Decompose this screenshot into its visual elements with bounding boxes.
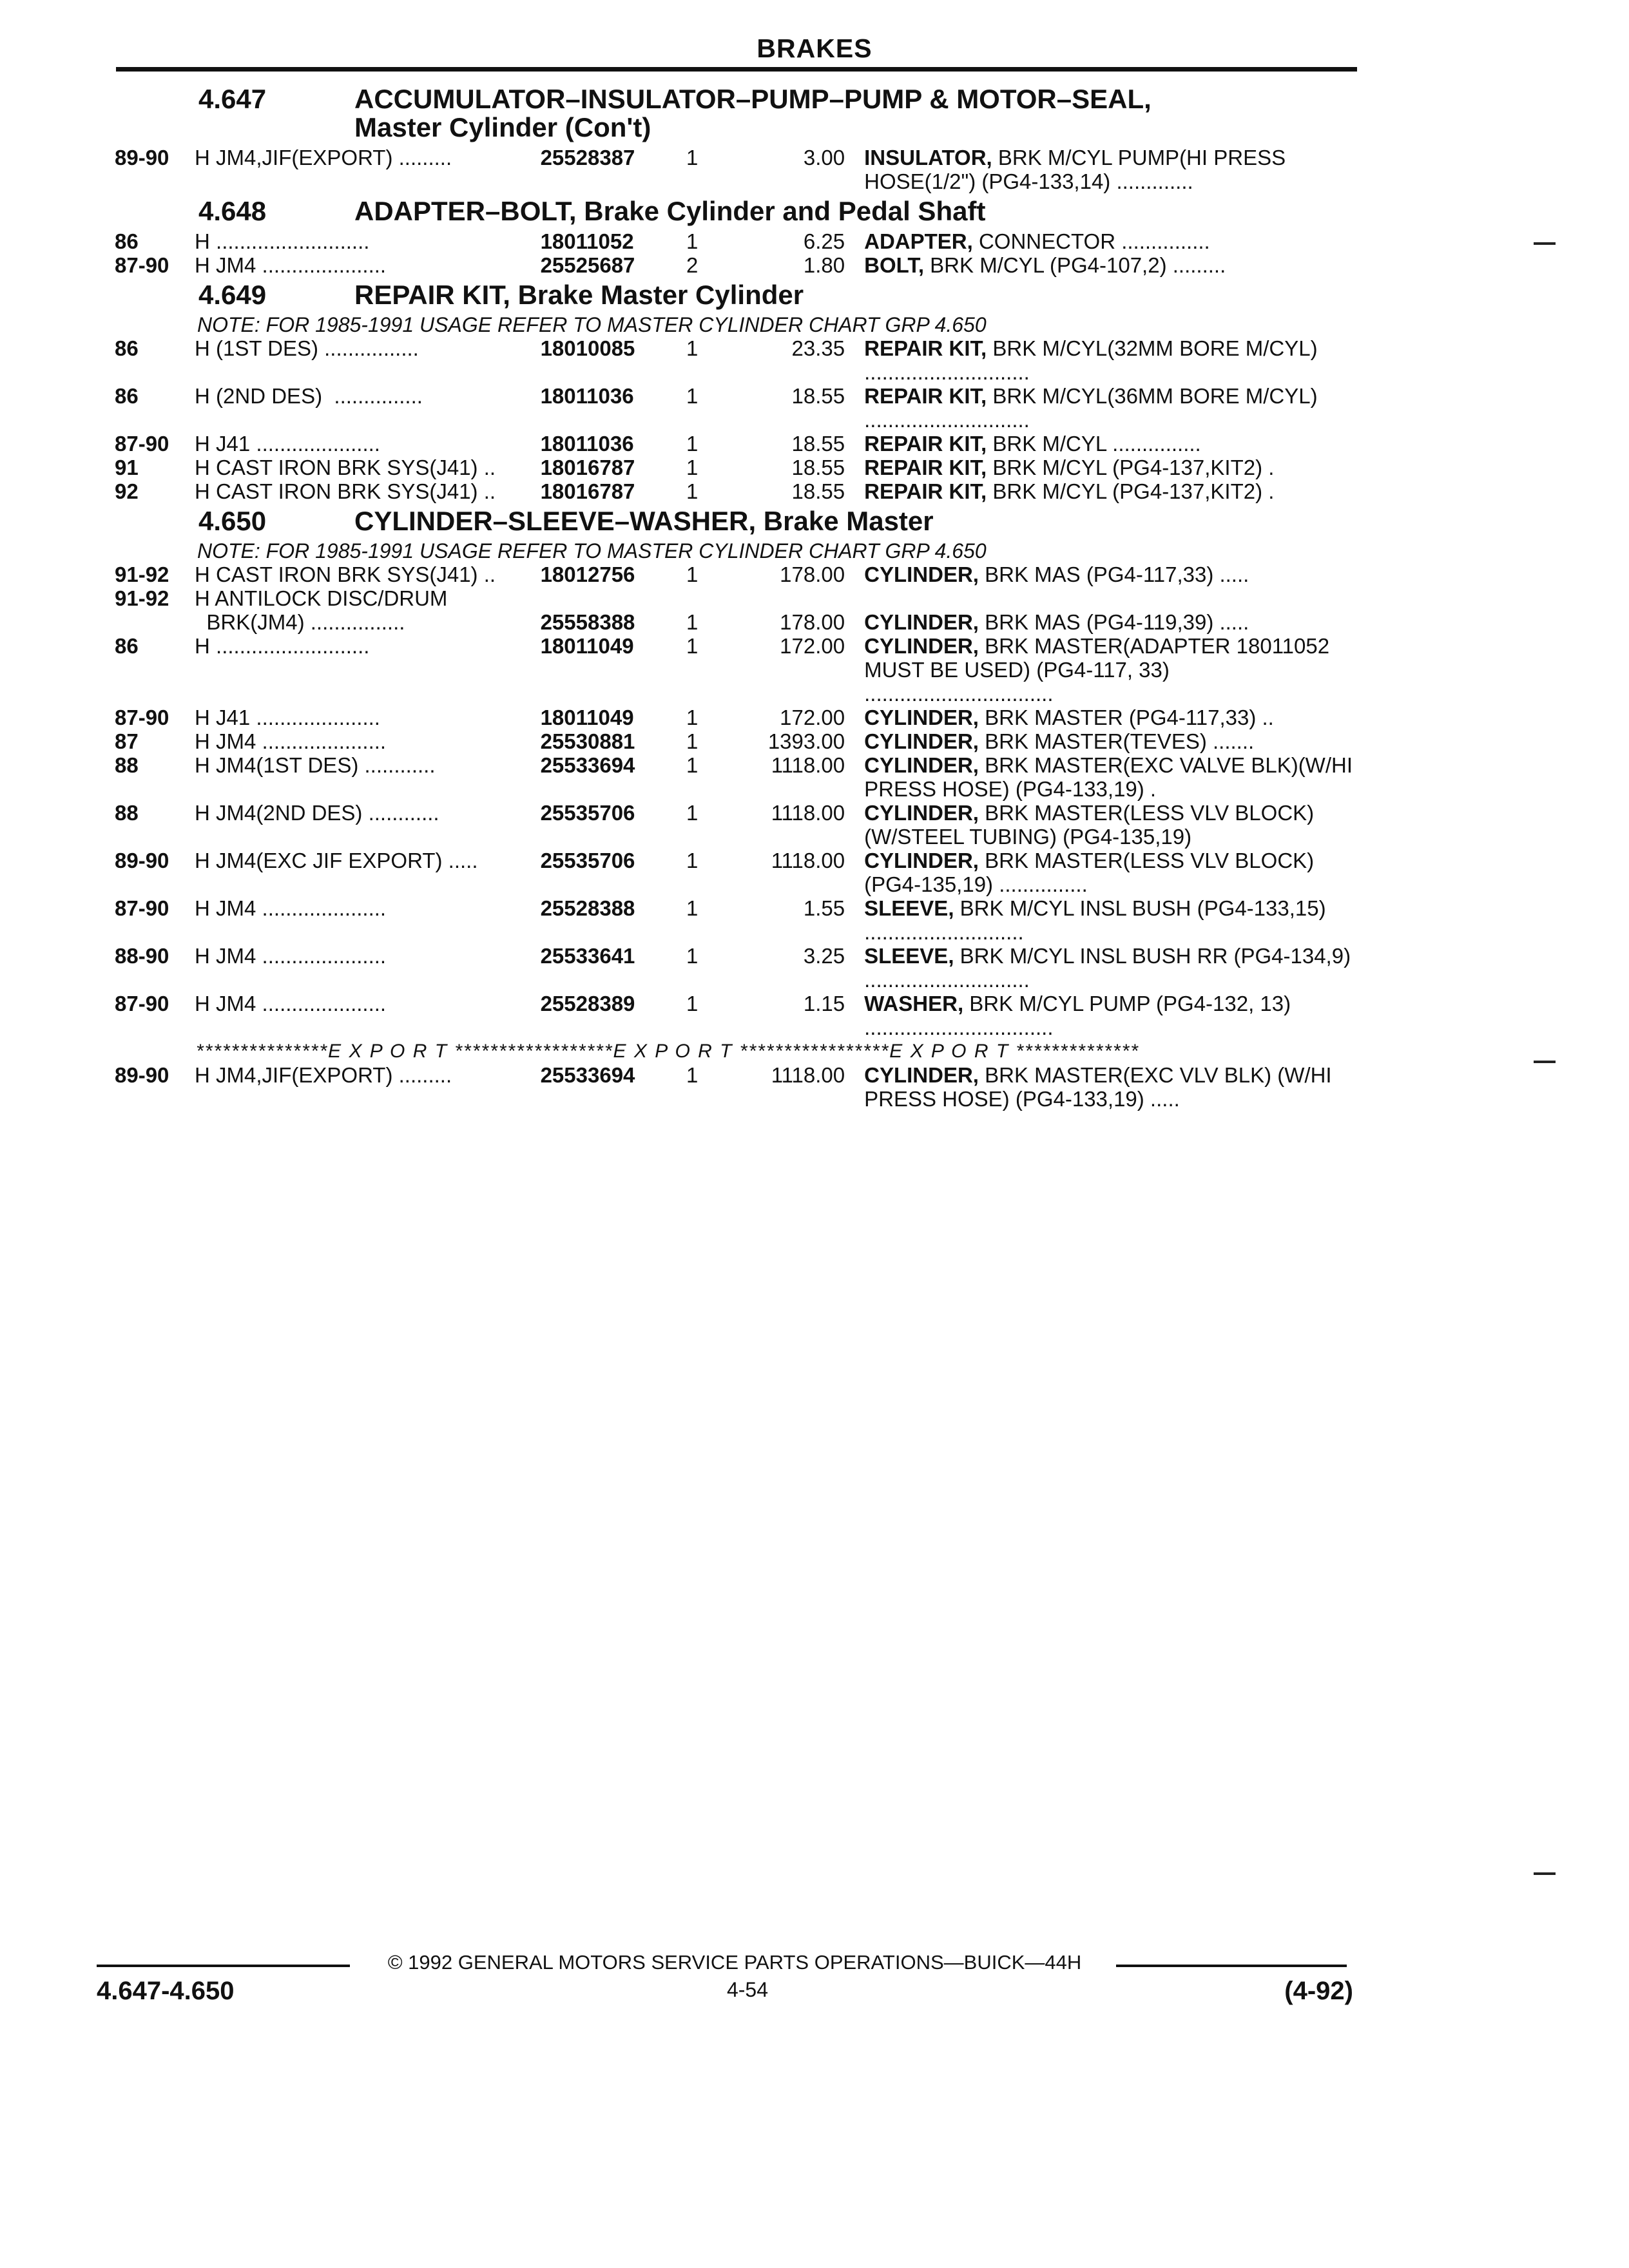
qty-cell: 1 bbox=[686, 896, 699, 920]
margin-tick bbox=[1534, 1061, 1556, 1063]
section-number: 4.647 bbox=[198, 84, 267, 114]
table-row bbox=[115, 562, 1360, 586]
detail-cell: REPAIR KIT, BRK M/CYL(32MM BORE M/CYL) ............................ bbox=[864, 336, 1318, 384]
year-cell: 89-90 bbox=[115, 1063, 169, 1087]
price-cell: 18.55 bbox=[791, 456, 845, 479]
detail-cell: ADAPTER, CONNECTOR ............... bbox=[864, 229, 1210, 253]
price-cell: 18.55 bbox=[791, 384, 845, 408]
detail-cell: REPAIR KIT, BRK M/CYL ............... bbox=[864, 432, 1201, 456]
year-cell: 87-90 bbox=[115, 706, 169, 729]
part-number-cell: 18011049 bbox=[540, 706, 634, 729]
part-number-cell: 18011049 bbox=[540, 634, 634, 658]
year-cell: 88 bbox=[115, 801, 139, 825]
year-cell: 91 bbox=[115, 456, 139, 479]
margin-tick bbox=[1534, 242, 1556, 245]
price-cell: 1118.00 bbox=[771, 1063, 845, 1087]
table-row bbox=[115, 753, 1360, 801]
detail-cell: CYLINDER, BRK MASTER(EXC VLV BLK) (W/HI PRESS HOSE) (PG4-133,19) ..... bbox=[864, 1063, 1332, 1111]
table-row bbox=[115, 586, 1360, 610]
section-number: 4.648 bbox=[198, 196, 267, 226]
qty-cell: 1 bbox=[686, 849, 699, 872]
year-cell: 88-90 bbox=[115, 944, 169, 968]
table-row bbox=[115, 1063, 1360, 1111]
qty-cell: 2 bbox=[686, 253, 699, 277]
table-row bbox=[115, 479, 1360, 503]
part-number-cell: 18011052 bbox=[540, 229, 634, 253]
desc-cell: BRK(JM4) ................ bbox=[195, 610, 405, 634]
desc-cell: H CAST IRON BRK SYS(J41) .. bbox=[195, 562, 496, 586]
table-row bbox=[115, 610, 1360, 634]
section-title: REPAIR KIT, Brake Master Cylinder bbox=[354, 280, 804, 310]
qty-cell: 1 bbox=[686, 384, 699, 408]
desc-cell: H JM4,JIF(EXPORT) ......... bbox=[195, 146, 452, 169]
year-cell: 87-90 bbox=[115, 896, 169, 920]
part-number-cell: 25528389 bbox=[540, 992, 635, 1015]
price-cell: 1.15 bbox=[803, 992, 845, 1015]
price-cell: 3.25 bbox=[803, 944, 845, 968]
price-cell: 1118.00 bbox=[771, 849, 845, 872]
year-cell: 89-90 bbox=[115, 849, 169, 872]
qty-cell: 1 bbox=[686, 229, 699, 253]
detail-cell: REPAIR KIT, BRK M/CYL(36MM BORE M/CYL) ............................ bbox=[864, 384, 1318, 432]
year-cell: 86 bbox=[115, 384, 139, 408]
desc-cell: H .......................... bbox=[195, 634, 370, 658]
qty-cell: 1 bbox=[686, 706, 699, 729]
page-title: BRAKES bbox=[757, 34, 872, 63]
price-cell: 178.00 bbox=[780, 562, 845, 586]
part-number-cell: 18016787 bbox=[540, 479, 635, 503]
desc-cell: H .......................... bbox=[195, 229, 370, 253]
part-number-cell: 18011036 bbox=[540, 384, 634, 408]
price-cell: 172.00 bbox=[780, 634, 845, 658]
qty-cell: 1 bbox=[686, 562, 699, 586]
desc-cell: H JM4 ..................... bbox=[195, 896, 387, 920]
year-cell: 87-90 bbox=[115, 432, 169, 456]
detail-cell: BOLT, BRK M/CYL (PG4-107,2) ......... bbox=[864, 253, 1226, 277]
section-title: CYLINDER–SLEEVE–WASHER, Brake Master bbox=[354, 506, 934, 536]
year-cell: 91-92 bbox=[115, 586, 169, 610]
qty-cell: 1 bbox=[686, 1063, 699, 1087]
table-row bbox=[115, 456, 1360, 479]
qty-cell: 1 bbox=[686, 729, 699, 753]
part-number-cell: 25535706 bbox=[540, 849, 635, 872]
table-row bbox=[115, 634, 1360, 706]
section-heading bbox=[115, 197, 1360, 226]
price-cell: 23.35 bbox=[791, 336, 845, 360]
year-cell: 92 bbox=[115, 479, 139, 503]
year-cell: 86 bbox=[115, 229, 139, 253]
qty-cell: 1 bbox=[686, 146, 699, 169]
section-heading bbox=[115, 281, 1360, 309]
desc-cell: H (1ST DES) ................ bbox=[195, 336, 419, 360]
qty-cell: 1 bbox=[686, 610, 699, 634]
price-cell: 18.55 bbox=[791, 432, 845, 456]
desc-cell: H JM4(EXC JIF EXPORT) ..... bbox=[195, 849, 478, 872]
table-row bbox=[115, 253, 1360, 277]
price-cell: 18.55 bbox=[791, 479, 845, 503]
section-note: NOTE: FOR 1985-1991 USAGE REFER TO MASTER CYLINDER CHART GRP 4.650 bbox=[197, 313, 987, 336]
part-number-cell: 25533694 bbox=[540, 753, 635, 777]
export-divider: ***************E X P O R T ******************E X P O R T *****************E X P O R T ************** bbox=[196, 1041, 1139, 1062]
table-row bbox=[115, 384, 1360, 432]
table-row bbox=[115, 896, 1360, 944]
table-row bbox=[115, 229, 1360, 253]
detail-cell: REPAIR KIT, BRK M/CYL (PG4-137,KIT2) . bbox=[864, 456, 1275, 479]
table-row bbox=[115, 729, 1360, 753]
year-cell: 86 bbox=[115, 634, 139, 658]
part-number-cell: 25535706 bbox=[540, 801, 635, 825]
table-row bbox=[115, 146, 1360, 193]
table-row bbox=[115, 801, 1360, 849]
detail-cell: CYLINDER, BRK MAS (PG4-119,39) ..... bbox=[864, 610, 1249, 634]
part-number-cell: 25525687 bbox=[540, 253, 635, 277]
detail-cell: CYLINDER, BRK MASTER(TEVES) ....... bbox=[864, 729, 1255, 753]
year-cell: 88 bbox=[115, 753, 139, 777]
detail-cell: CYLINDER, BRK MASTER(EXC VALVE BLK)(W/HI PRESS HOSE) (PG4-133,19) . bbox=[864, 753, 1353, 801]
desc-cell: H JM4(1ST DES) ............ bbox=[195, 753, 436, 777]
footer-section-range: 4.647-4.650 bbox=[97, 1977, 235, 2005]
detail-cell: INSULATOR, BRK M/CYL PUMP(HI PRESS HOSE(1/2") (PG4-133,14) ............. bbox=[864, 146, 1286, 193]
part-number-cell: 25528387 bbox=[540, 146, 635, 169]
qty-cell: 1 bbox=[686, 753, 699, 777]
desc-cell: H CAST IRON BRK SYS(J41) .. bbox=[195, 479, 496, 503]
detail-cell: REPAIR KIT, BRK M/CYL (PG4-137,KIT2) . bbox=[864, 479, 1275, 503]
year-cell: 87 bbox=[115, 729, 139, 753]
qty-cell: 1 bbox=[686, 944, 699, 968]
part-number-cell: 25533641 bbox=[540, 944, 635, 968]
detail-cell: CYLINDER, BRK MASTER(LESS VLV BLOCK) (PG4-135,19) ............... bbox=[864, 849, 1315, 896]
footer-page-number: 4-54 bbox=[726, 1978, 769, 2001]
qty-cell: 1 bbox=[686, 992, 699, 1015]
part-number-cell: 18011036 bbox=[540, 432, 634, 456]
detail-cell: CYLINDER, BRK MASTER(ADAPTER 18011052 MUST BE USED) (PG4-117, 33) ................................ bbox=[864, 634, 1330, 706]
section-heading bbox=[115, 85, 1360, 142]
section-number: 4.649 bbox=[198, 280, 267, 310]
desc-cell: H J41 ..................... bbox=[195, 432, 380, 456]
qty-cell: 1 bbox=[686, 432, 699, 456]
table-row bbox=[115, 336, 1360, 384]
section-title: ADAPTER–BOLT, Brake Cylinder and Pedal Shaft bbox=[354, 196, 986, 226]
desc-cell: H JM4(2ND DES) ............ bbox=[195, 801, 439, 825]
qty-cell: 1 bbox=[686, 801, 699, 825]
detail-cell: SLEEVE, BRK M/CYL INSL BUSH (PG4-133,15) ........................... bbox=[864, 896, 1326, 944]
desc-cell: H ANTILOCK DISC/DRUM bbox=[195, 586, 448, 610]
part-number-cell: 18012756 bbox=[540, 562, 635, 586]
section-number: 4.650 bbox=[198, 506, 267, 536]
desc-cell: H (2ND DES) ............... bbox=[195, 384, 423, 408]
table-row bbox=[115, 432, 1360, 456]
year-cell: 89-90 bbox=[115, 146, 169, 169]
detail-cell: SLEEVE, BRK M/CYL INSL BUSH RR (PG4-134,9) ............................ bbox=[864, 944, 1351, 992]
part-number-cell: 18010085 bbox=[540, 336, 635, 360]
margin-tick bbox=[1534, 1872, 1556, 1875]
detail-cell: WASHER, BRK M/CYL PUMP (PG4-132, 13) ................................ bbox=[864, 992, 1291, 1039]
price-cell: 6.25 bbox=[803, 229, 845, 253]
table-row bbox=[115, 706, 1360, 729]
year-cell: 91-92 bbox=[115, 562, 169, 586]
price-cell: 3.00 bbox=[803, 146, 845, 169]
part-number-cell: 25533694 bbox=[540, 1063, 635, 1087]
price-cell: 178.00 bbox=[780, 610, 845, 634]
footer-rule-right bbox=[1116, 1965, 1347, 1967]
year-cell: 87-90 bbox=[115, 992, 169, 1015]
section-title: ACCUMULATOR–INSULATOR–PUMP–PUMP & MOTOR–SEAL, Master Cylinder (Con't) bbox=[354, 84, 1152, 142]
price-cell: 1.55 bbox=[803, 896, 845, 920]
table-row bbox=[115, 944, 1360, 992]
year-cell: 86 bbox=[115, 336, 139, 360]
part-number-cell: 18016787 bbox=[540, 456, 635, 479]
part-number-cell: 25530881 bbox=[540, 729, 635, 753]
price-cell: 1118.00 bbox=[771, 753, 845, 777]
footer-date: (4-92) bbox=[1284, 1977, 1353, 2005]
qty-cell: 1 bbox=[686, 634, 699, 658]
desc-cell: H CAST IRON BRK SYS(J41) .. bbox=[195, 456, 496, 479]
qty-cell: 1 bbox=[686, 456, 699, 479]
table-row bbox=[115, 992, 1360, 1039]
header-rule bbox=[116, 67, 1357, 72]
desc-cell: H JM4 ..................... bbox=[195, 944, 387, 968]
detail-cell: CYLINDER, BRK MASTER(LESS VLV BLOCK)(W/STEEL TUBING) (PG4-135,19) bbox=[864, 801, 1315, 849]
detail-cell: CYLINDER, BRK MAS (PG4-117,33) ..... bbox=[864, 562, 1249, 586]
price-cell: 1393.00 bbox=[767, 729, 845, 753]
year-cell: 87-90 bbox=[115, 253, 169, 277]
desc-cell: H J41 ..................... bbox=[195, 706, 380, 729]
footer-copyright: © 1992 GENERAL MOTORS SERVICE PARTS OPERATIONS—BUICK—44H bbox=[387, 1951, 1082, 1974]
detail-cell: CYLINDER, BRK MASTER (PG4-117,33) .. bbox=[864, 706, 1274, 729]
qty-cell: 1 bbox=[686, 479, 699, 503]
price-cell: 172.00 bbox=[780, 706, 845, 729]
part-number-cell: 25558388 bbox=[540, 610, 635, 634]
price-cell: 1118.00 bbox=[771, 801, 845, 825]
qty-cell: 1 bbox=[686, 336, 699, 360]
desc-cell: H JM4 ..................... bbox=[195, 253, 387, 277]
desc-cell: H JM4 ..................... bbox=[195, 992, 387, 1015]
price-cell: 1.80 bbox=[803, 253, 845, 277]
table-row bbox=[115, 849, 1360, 896]
section-note: NOTE: FOR 1985-1991 USAGE REFER TO MASTER CYLINDER CHART GRP 4.650 bbox=[197, 539, 987, 562]
part-number-cell: 25528388 bbox=[540, 896, 635, 920]
footer-rule-left bbox=[97, 1965, 350, 1967]
section-heading bbox=[115, 507, 1360, 535]
desc-cell: H JM4,JIF(EXPORT) ......... bbox=[195, 1063, 452, 1087]
desc-cell: H JM4 ..................... bbox=[195, 729, 387, 753]
parts-content bbox=[115, 82, 1360, 1111]
